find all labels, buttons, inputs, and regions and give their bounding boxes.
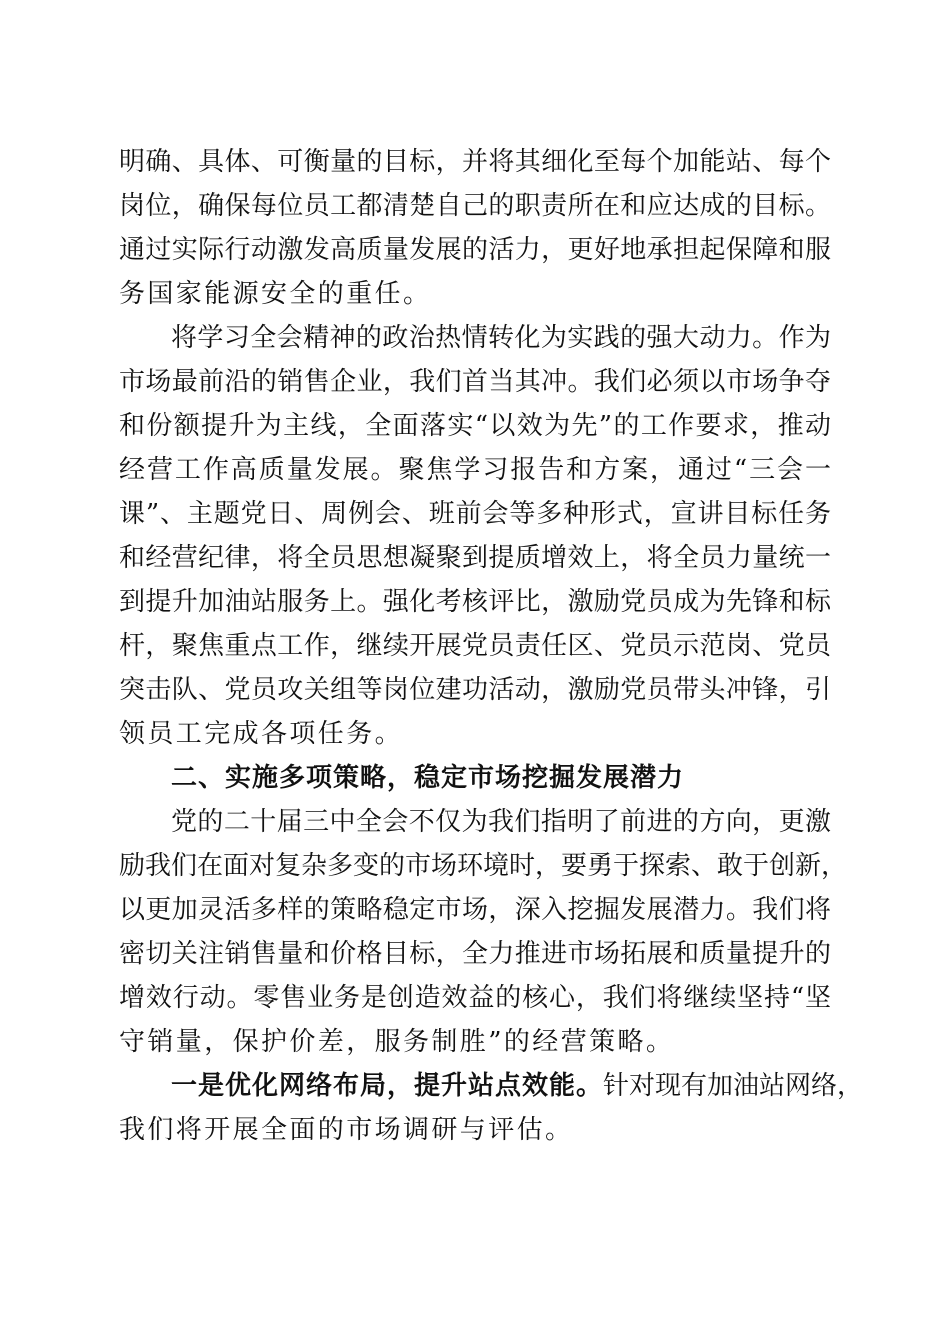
document-body [119, 140, 864, 1152]
text-line: 突击队、党员攻关组等岗位建功活动，激励党员带头冲锋，引 [119, 675, 831, 705]
paragraph [119, 1064, 864, 1152]
text-line: 市场最前沿的销售企业，我们首当其冲。我们必须以市场争夺 [119, 367, 831, 397]
text-line: 明确、具体、可衡量的目标，并将其细化至每个加能站、每个 [119, 147, 831, 177]
text-line: 杆，聚焦重点工作，继续开展党员责任区、党员示范岗、党员 [119, 631, 831, 661]
text-line: 密切关注销售量和价格目标，全力推进市场拓展和质量提升的 [119, 939, 831, 969]
text-line: 领员工完成各项任务。 [119, 719, 404, 749]
paragraph [119, 316, 831, 756]
text-line: 和经营纪律，将全员思想凝聚到提质增效上，将全员力量统一 [119, 543, 831, 573]
section-heading: 二、实施多项策略，稳定市场挖掘发展潜力 [171, 763, 685, 793]
text-line: 励我们在面对复杂多变的市场环境时，要勇于探索、敢于创新， [119, 851, 848, 881]
text-line: 到提升加油站服务上。强化考核评比，激励党员成为先锋和标 [119, 587, 831, 617]
paragraph [119, 800, 848, 1064]
text-line: 通过实际行动激发高质量发展的活力，更好地承担起保障和服 [119, 235, 831, 265]
text-line: 以更加灵活多样的策略稳定市场，深入挖掘发展潜力。我们将 [119, 895, 831, 925]
text-run: 针对现有加油站网络， [603, 1071, 864, 1101]
text-line: 守销量，保护价差，服务制胜”的经营策略。 [119, 1027, 675, 1057]
text-line: 务国家能源安全的重任。 [119, 279, 432, 309]
text-line: 课”、主题党日、周例会、班前会等多种形式，宣讲目标任务 [119, 499, 831, 529]
text-line: 将学习全会精神的政治热情转化为实践的强大动力。作为 [171, 323, 831, 353]
paragraph [119, 140, 831, 316]
bold-lead-phrase: 一是优化网络布局，提升站点效能。 [171, 1071, 604, 1101]
text-line: 我们将开展全面的市场调研与评估。 [119, 1115, 574, 1145]
text-line: 经营工作高质量发展。聚焦学习报告和方案，通过“三会一 [119, 455, 831, 485]
text-line: 党的二十届三中全会不仅为我们指明了前进的方向，更激 [171, 807, 831, 837]
text-line: 增效行动。零售业务是创造效益的核心，我们将继续坚持“坚 [119, 983, 831, 1013]
text-line [119, 1064, 864, 1108]
text-line: 岗位，确保每位员工都清楚自己的职责所在和应达成的目标。 [119, 191, 831, 221]
text-line: 和份额提升为主线，全面落实“以效为先”的工作要求，推动 [119, 411, 831, 441]
